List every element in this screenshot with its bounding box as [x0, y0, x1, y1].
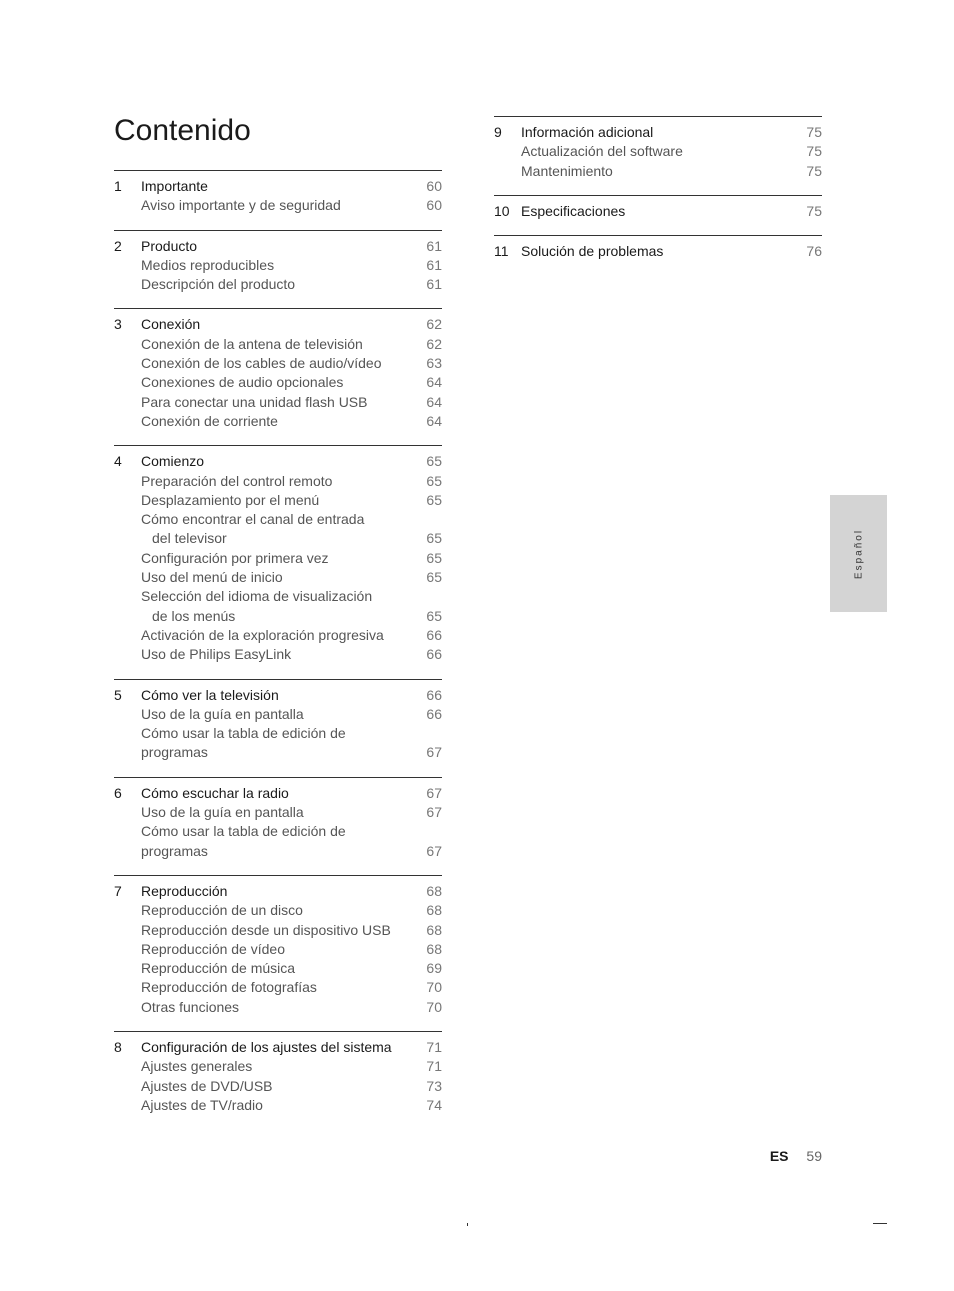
toc-item-label: Uso del menú de inicio: [141, 569, 283, 586]
toc-section: [494, 235, 822, 275]
toc-item-label: Medios reproducibles: [141, 256, 275, 273]
toc-item-page: 70: [426, 979, 442, 996]
chapter-number: 11: [494, 243, 509, 260]
chapter-page: 75: [806, 124, 822, 140]
toc-item[interactable]: [114, 822, 442, 861]
toc-item-label: Ajustes de TV/radio: [141, 1096, 263, 1113]
toc-chapter[interactable]: [114, 177, 442, 196]
toc-item-text: [141, 587, 416, 626]
toc-item-text: [521, 162, 796, 181]
toc-item-text: [141, 1057, 416, 1076]
chapter-title: Información adicional: [521, 124, 654, 140]
toc-item-page: 61: [426, 276, 442, 293]
toc-item-text: [141, 472, 416, 491]
chapter-number: 1: [114, 178, 122, 194]
toc-item-page: 67: [426, 804, 442, 821]
toc-item[interactable]: [114, 373, 442, 392]
chapter-page: 62: [426, 316, 442, 333]
toc-item[interactable]: [114, 998, 442, 1017]
chapter-page: 75: [806, 202, 822, 219]
chapter-title: Importante: [141, 178, 208, 194]
toc-item-label: Ajustes generales: [141, 1058, 253, 1075]
toc-item-page: 65: [426, 549, 442, 566]
toc-item[interactable]: [114, 256, 442, 275]
toc-item-text: [141, 393, 416, 412]
toc-item-page: 71: [426, 1058, 442, 1075]
toc-chapter[interactable]: [114, 237, 442, 256]
toc-item-label: Conexión de la antena de televisión: [141, 335, 363, 352]
toc-item-text: [141, 549, 416, 568]
toc-item-continuation: de los menús: [152, 607, 236, 624]
toc-left-column: [114, 170, 442, 1129]
toc-item-page: 66: [426, 705, 442, 722]
chapter-title: Especificaciones: [521, 202, 626, 219]
toc-item-text: [141, 803, 416, 822]
toc-right-column: [494, 116, 822, 275]
toc-item-text: [141, 724, 416, 763]
toc-item-label: Selección del idioma de visualización: [141, 588, 373, 605]
toc-chapter[interactable]: [114, 315, 442, 334]
toc-item-text: [141, 978, 416, 997]
crop-mark: [467, 1223, 468, 1226]
chapter-page: 68: [426, 882, 442, 899]
chapter-title: Configuración de los ajustes del sistema: [141, 1038, 392, 1055]
toc-item-continuation: del televisor: [152, 530, 227, 547]
toc-section: [114, 308, 442, 445]
toc-item[interactable]: [114, 978, 442, 997]
toc-item-text: [141, 645, 416, 664]
toc-item[interactable]: [114, 901, 442, 920]
toc-chapter[interactable]: [114, 686, 442, 705]
chapter-page: 60: [426, 178, 442, 194]
toc-item-label: Cómo encontrar el canal de entrada: [141, 511, 365, 528]
toc-item[interactable]: [114, 645, 442, 664]
chapter-title: Cómo escuchar la radio: [141, 784, 289, 801]
toc-section: [494, 116, 822, 195]
toc-item[interactable]: [114, 803, 442, 822]
chapter-number: 5: [114, 686, 122, 703]
chapter-number: 10: [494, 202, 510, 219]
toc-item-label: Preparación del control remoto: [141, 472, 333, 489]
chapter-page: 66: [426, 686, 442, 703]
toc-item-text: [141, 940, 416, 959]
toc-item-text: [141, 335, 416, 354]
toc-item[interactable]: [114, 921, 442, 940]
toc-item-text: [141, 822, 416, 861]
toc-item-page: 75: [806, 162, 822, 179]
toc-item-label: Descripción del producto: [141, 276, 296, 293]
toc-item-text: [141, 998, 416, 1017]
toc-item-page: 74: [426, 1096, 442, 1113]
chapter-number: 3: [114, 316, 122, 333]
toc-item[interactable]: [114, 549, 442, 568]
toc-item[interactable]: [114, 335, 442, 354]
chapter-title: Producto: [141, 237, 198, 254]
toc-chapter[interactable]: [494, 242, 822, 261]
toc-item[interactable]: [114, 626, 442, 645]
toc-item-label: Conexión de los cables de audio/vídeo: [141, 355, 382, 372]
toc-item-page: 64: [426, 393, 442, 410]
toc-item[interactable]: [114, 1057, 442, 1076]
toc-item[interactable]: [114, 587, 442, 626]
toc-item-text: [141, 373, 416, 392]
chapter-page: 71: [426, 1038, 442, 1055]
chapter-page: 65: [426, 453, 442, 470]
toc-item-page: 65: [426, 472, 442, 489]
toc-item-page: 65: [426, 607, 442, 624]
toc-item-label: Desplazamiento por el menú: [141, 491, 320, 508]
chapter-number: 7: [114, 882, 122, 899]
chapter-title: Conexión: [141, 316, 201, 333]
toc-item-text: [141, 1077, 416, 1096]
toc-item-text: [141, 491, 416, 510]
chapter-title: Cómo ver la televisión: [141, 686, 279, 703]
page-footer: [770, 1148, 822, 1164]
toc-item-text: [141, 510, 416, 549]
toc-section: [114, 170, 442, 230]
toc-item-page: 63: [426, 355, 442, 372]
chapter-number: 6: [114, 784, 122, 801]
toc-item[interactable]: [494, 162, 822, 181]
toc-item-label: Ajustes de DVD/USB: [141, 1077, 273, 1094]
toc-item-label: Mantenimiento: [521, 162, 613, 179]
toc-item-text: [141, 959, 416, 978]
toc-section: [114, 1031, 442, 1129]
toc-item-page: 66: [426, 626, 442, 643]
chapter-number: 8: [114, 1038, 122, 1055]
toc-item-text: [141, 901, 416, 920]
toc-item[interactable]: [114, 354, 442, 373]
toc-section: [114, 445, 442, 678]
chapter-number: 4: [114, 453, 122, 470]
toc-item-text: [141, 705, 416, 724]
toc-item[interactable]: [114, 724, 442, 763]
toc-item[interactable]: [114, 1077, 442, 1096]
chapter-page: 61: [426, 237, 442, 254]
toc-item-label: Reproducción de música: [141, 960, 296, 977]
toc-item[interactable]: [114, 510, 442, 549]
toc-item-text: [141, 275, 416, 294]
language-tab: [830, 495, 887, 612]
toc-item[interactable]: [114, 196, 442, 215]
toc-item-page: 61: [426, 256, 442, 273]
toc-item[interactable]: [114, 491, 442, 510]
toc-item-label: Reproducción de un disco: [141, 902, 303, 919]
toc-item-page: 60: [426, 197, 442, 214]
chapter-page: 76: [806, 243, 822, 260]
page-title: Contenido: [114, 114, 251, 147]
toc-item-page: 67: [426, 842, 442, 859]
chapter-number: 9: [494, 124, 502, 140]
toc-section: [114, 679, 442, 777]
toc-section: [114, 875, 442, 1031]
toc-item-page: 64: [426, 374, 442, 391]
toc-section: [494, 195, 822, 235]
toc-item[interactable]: [114, 393, 442, 412]
toc-item-page: 68: [426, 940, 442, 957]
toc-item-text: [141, 256, 416, 275]
toc-item-label: Cómo usar la tabla de edición de programas: [141, 725, 346, 761]
toc-item-page: 62: [426, 335, 442, 352]
toc-item-label: Reproducción de vídeo: [141, 940, 285, 957]
toc-item-page: 67: [426, 744, 442, 761]
toc-chapter[interactable]: [114, 1038, 442, 1057]
toc-item[interactable]: [114, 959, 442, 978]
toc-item-page: 73: [426, 1077, 442, 1094]
toc-item[interactable]: [114, 568, 442, 587]
toc-item-label: Para conectar una unidad flash USB: [141, 393, 368, 410]
footer-page-number: 59: [806, 1148, 822, 1164]
toc-item-label: Uso de la guía en pantalla: [141, 804, 304, 821]
toc-item-page: 70: [426, 998, 442, 1015]
chapter-title: Comienzo: [141, 453, 205, 470]
toc-item-text: [141, 626, 416, 645]
toc-item-page: 75: [806, 143, 822, 160]
toc-item-text: [521, 142, 796, 161]
toc-item[interactable]: [114, 472, 442, 491]
toc-item-label: Reproducción desde un dispositivo USB: [141, 921, 391, 938]
toc-item[interactable]: [494, 142, 822, 161]
chapter-title: Reproducción: [141, 882, 228, 899]
toc-chapter[interactable]: [114, 784, 442, 803]
toc-item-label: Actualización del software: [521, 143, 683, 160]
toc-item-label: Uso de Philips EasyLink: [141, 646, 292, 663]
chapter-number: 2: [114, 237, 122, 254]
toc-item-label: Cómo usar la tabla de edición de programas: [141, 823, 346, 859]
toc-item[interactable]: [114, 705, 442, 724]
toc-chapter[interactable]: [114, 882, 442, 901]
toc-item-text: [141, 412, 416, 431]
toc-chapter[interactable]: [494, 202, 822, 221]
toc-item-page: 65: [426, 530, 442, 547]
toc-item-label: Uso de la guía en pantalla: [141, 705, 304, 722]
toc-item[interactable]: [114, 412, 442, 431]
toc-item-label: Conexión de corriente: [141, 412, 278, 429]
toc-item-text: [141, 196, 416, 215]
chapter-page: 67: [426, 784, 442, 801]
toc-item-label: Aviso importante y de seguridad: [141, 197, 341, 214]
footer-language: ES: [769, 1148, 789, 1164]
toc-item-page: 65: [426, 569, 442, 586]
toc-item-page: 68: [426, 902, 442, 919]
toc-item-page: 68: [426, 921, 442, 938]
toc-item-text: [141, 1096, 416, 1115]
toc-item-text: [141, 921, 416, 940]
toc-chapter[interactable]: [114, 452, 442, 471]
toc-item-page: 64: [426, 412, 442, 429]
toc-item[interactable]: [114, 940, 442, 959]
toc-item-text: [141, 568, 416, 587]
toc-item-page: 69: [426, 960, 442, 977]
toc-item[interactable]: [114, 1096, 442, 1115]
chapter-title: Solución de problemas: [521, 243, 664, 260]
toc-item-text: [141, 354, 416, 373]
language-tab-label: Español: [853, 528, 864, 579]
toc-section: [114, 777, 442, 875]
toc-item-page: 65: [426, 491, 442, 508]
toc-item-label: Activación de la exploración progresiva: [141, 626, 384, 643]
crop-mark: [873, 1223, 887, 1224]
toc-item-page: 66: [426, 646, 442, 663]
toc-item[interactable]: [114, 275, 442, 294]
toc-item-label: Reproducción de fotografías: [141, 979, 317, 996]
toc-item-label: Otras funciones: [141, 998, 240, 1015]
toc-item-label: Configuración por primera vez: [141, 549, 329, 566]
toc-section: [114, 230, 442, 309]
toc-item-label: Conexiones de audio opcionales: [141, 374, 344, 391]
toc-chapter[interactable]: [494, 123, 822, 142]
